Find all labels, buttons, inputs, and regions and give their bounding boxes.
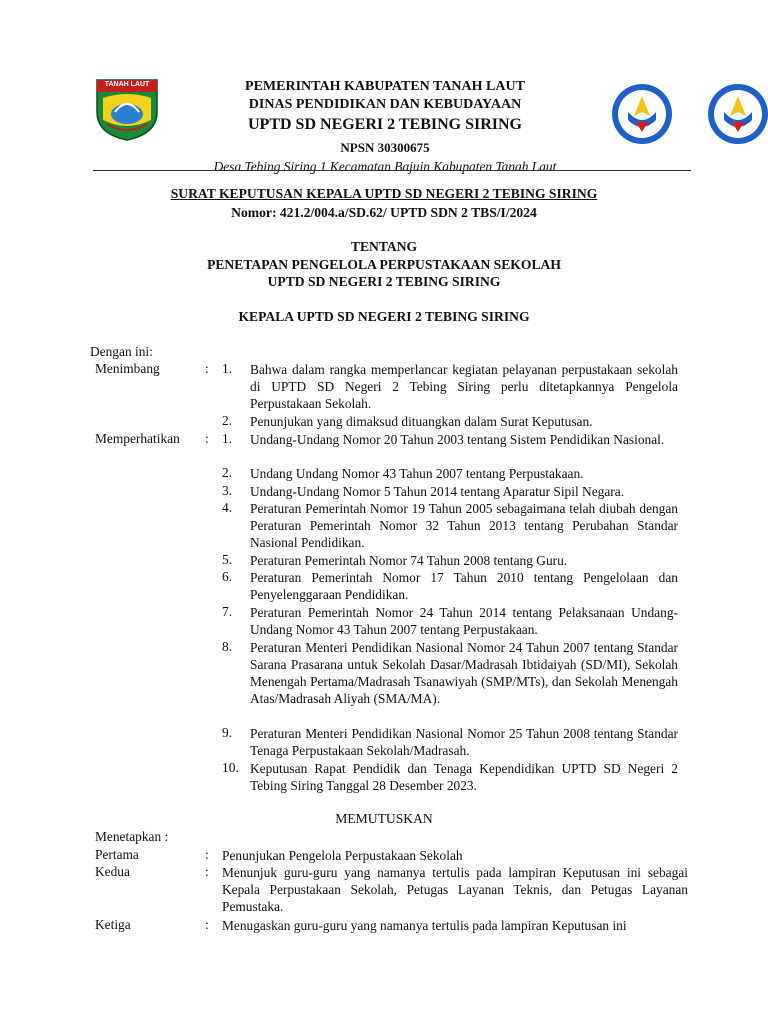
decree-subject-line1: PENETAPAN PENGELOLA PERPUSTAKAAN SEKOLAH bbox=[207, 257, 561, 272]
decision-text: Menunjuk guru-guru yang namanya tertulis pada lampiran Keputusan ini sebagai Kepala Perpustakaan Sekolah, Petugas Layanan Teknis, dan Petugas Layanan Pemustaka. bbox=[222, 865, 688, 914]
list-item: Undang-Undang Nomor 20 Tahun 2003 tentang Sistem Pendidikan Nasional. bbox=[250, 432, 665, 447]
menimbang-label: Menimbang bbox=[95, 361, 160, 376]
decision-colon: : bbox=[205, 864, 209, 879]
intro-text: Dengan ini: bbox=[90, 344, 153, 359]
menimbang-colon: : bbox=[205, 361, 209, 376]
decree-head: KEPALA UPTD SD NEGERI 2 TEBING SIRING bbox=[238, 309, 530, 324]
tanah-laut-emblem bbox=[93, 76, 161, 142]
letterhead-department: DINAS PENDIDIKAN DAN KEBUDAYAAN bbox=[248, 97, 522, 112]
list-number: 2. bbox=[222, 413, 233, 428]
list-number: 9. bbox=[222, 725, 233, 740]
decision-label-ketiga: Ketiga bbox=[95, 917, 131, 932]
decision-label-kedua: Kedua bbox=[95, 864, 130, 879]
decree-title: SURAT KEPUTUSAN KEPALA UPTD SD NEGERI 2 TEBING SIRING bbox=[170, 186, 598, 201]
list-item: Peraturan Menteri Pendidikan Nasional Nomor 25 Tahun 2008 tentang Standar Tenaga Perpustakaan Sekolah/Madrasah. bbox=[250, 726, 678, 758]
list-item: Bahwa dalam rangka memperlancar kegiatan pelayanan perpustakaan sekolah di UPTD SD Negeri 2 Tebing Siring perlu ditetapkannya Pengelola Perpustakaan Sekolah. bbox=[250, 362, 678, 411]
list-number: 10. bbox=[222, 760, 239, 775]
letterhead-rule bbox=[93, 170, 691, 171]
menetapkan-label: Menetapkan : bbox=[95, 829, 169, 844]
list-item: Undang-Undang Nomor 5 Tahun 2014 tentang Aparatur Sipil Negara. bbox=[250, 484, 625, 499]
decree-tentang: TENTANG bbox=[350, 239, 418, 254]
list-item: Undang Undang Nomor 43 Tahun 2007 tentang Perpustakaan. bbox=[250, 466, 584, 481]
list-item: Peraturan Menteri Pendidikan Nasional Nomor 24 Tahun 2007 tentang Standar Sarana Prasarana untuk Sekolah Dasar/Madrasah Ibtidaiyah (SD/MI), Sekolah Menengah Pertama/Madrasah Tsanawiyah (SMP/MTs), dan Sekolah Menengah Atas/Madrasah Aliyah (SMA/MA). bbox=[250, 640, 678, 706]
list-number: 7. bbox=[222, 604, 233, 619]
list-number: 2. bbox=[222, 465, 233, 480]
decision-text: Penunjukan Pengelola Perpustakaan Sekolah bbox=[222, 848, 463, 863]
list-item: Peraturan Pemerintah Nomor 74 Tahun 2008 tentang Guru. bbox=[250, 553, 568, 568]
list-number: 5. bbox=[222, 552, 233, 567]
tut-wuri-handayani-logo-2 bbox=[706, 82, 768, 146]
decree-subject-line2: UPTD SD NEGERI 2 TEBING SIRING bbox=[267, 274, 501, 289]
memperhatikan-colon: : bbox=[205, 431, 209, 446]
tut-wuri-handayani-logo bbox=[610, 82, 674, 146]
list-item: Keputusan Rapat Pendidik dan Tenaga Kependidikan UPTD SD Negeri 2 Tebing Siring Tanggal 28 Desember 2023. bbox=[250, 761, 678, 793]
memperhatikan-label: Memperhatikan bbox=[95, 431, 180, 446]
memutuskan-heading: MEMUTUSKAN bbox=[335, 811, 433, 826]
list-item: Peraturan Pemerintah Nomor 24 Tahun 2014 tentang Pelaksanaan Undang-Undang Nomor 43 Tahun 2007 tentang Perpustakaan. bbox=[250, 605, 678, 637]
letterhead-address: Desa Tebing Siring 1 Kecamatan Bajuin Kabupaten Tanah Laut bbox=[213, 159, 557, 174]
emblem-banner-text: TANAH LAUT bbox=[104, 81, 150, 88]
list-number: 8. bbox=[222, 639, 233, 654]
list-number: 1. bbox=[222, 361, 233, 376]
decision-colon: : bbox=[205, 917, 209, 932]
letterhead-government: PEMERINTAH KABUPATEN TANAH LAUT bbox=[245, 79, 525, 94]
decision-text: Menugaskan guru-guru yang namanya tertulis pada lampiran Keputusan ini bbox=[222, 918, 627, 933]
letterhead-npsn: NPSN 30300675 bbox=[340, 140, 430, 155]
decision-label-pertama: Pertama bbox=[95, 847, 139, 862]
list-number: 3. bbox=[222, 483, 233, 498]
letterhead-school: UPTD SD NEGERI 2 TEBING SIRING bbox=[248, 116, 522, 133]
list-item: Peraturan Pemerintah Nomor 19 Tahun 2005 sebagaimana telah diubah dengan Peraturan Pemerintah Nomor 32 Tahun 2013 tentang Perubahan Standar Nasional Pendidikan. bbox=[250, 501, 678, 550]
list-item: Penunjukan yang dimaksud dituangkan dalam Surat Keputusan. bbox=[250, 414, 593, 429]
list-number: 4. bbox=[222, 500, 233, 515]
list-item: Peraturan Pemerintah Nomor 17 Tahun 2010 tentang Pengelolaan dan Penyelenggaraan Pendidikan. bbox=[250, 570, 678, 602]
letterhead bbox=[170, 78, 600, 176]
decree-number: Nomor: 421.2/004.a/SD.62/ UPTD SDN 2 TBS/I/2024 bbox=[231, 205, 537, 220]
list-number: 1. bbox=[222, 431, 233, 446]
decision-colon: : bbox=[205, 847, 209, 862]
list-number: 6. bbox=[222, 569, 233, 584]
